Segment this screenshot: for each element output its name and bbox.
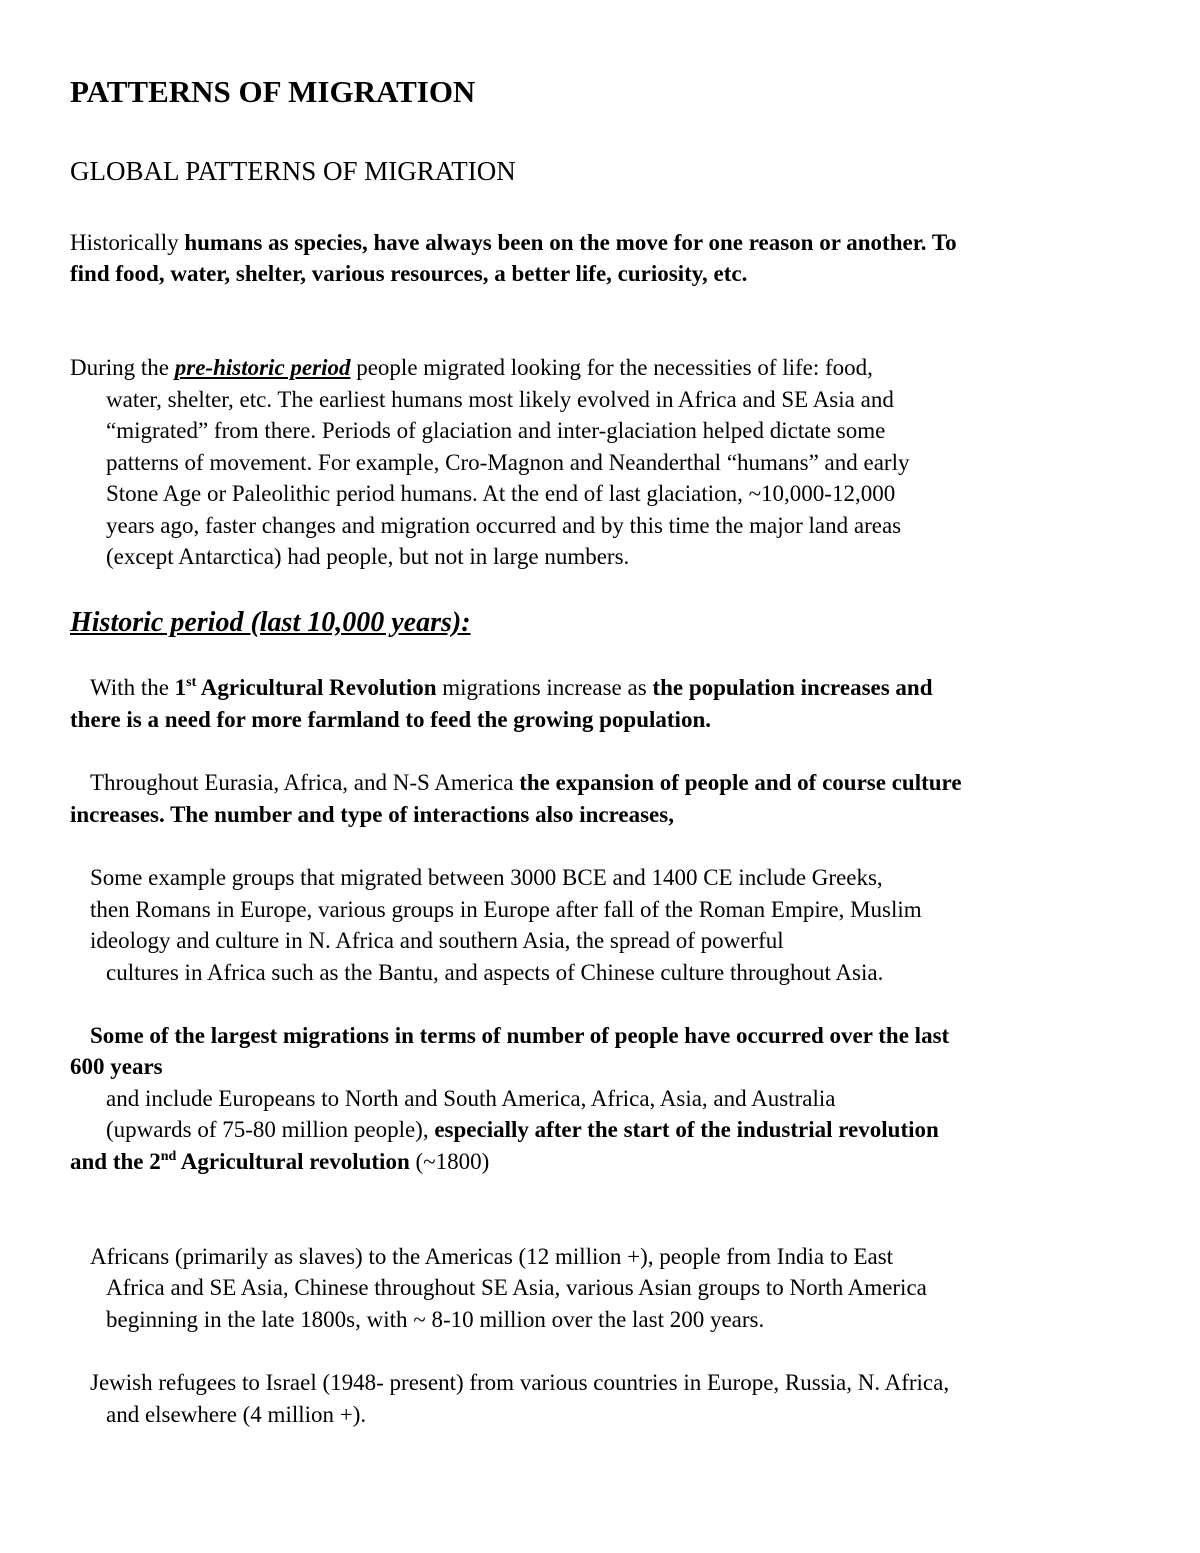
agri-mid: migrations increase as — [436, 675, 653, 700]
prehistoric-line-1 — [70, 352, 873, 383]
groups-line-2: then Romans in Europe, various groups in Europe after fall of the Roman Empire, Muslim — [90, 897, 922, 922]
document-title: PATTERNS OF MIGRATION — [70, 74, 476, 109]
eurasia-line-2 — [70, 799, 674, 830]
agri-line-1 — [90, 672, 933, 703]
africans-line-1: Africans (primarily as slaves) to the Americas (12 million +), people from India to East — [90, 1244, 894, 1269]
agri-ordinal: 1 — [174, 675, 187, 700]
largest-bold-5a: and the 2 — [70, 1149, 161, 1174]
intro-bold-2: find food, water, shelter, various resources, a better life, curiosity, etc. — [70, 261, 748, 286]
eurasia-lead: Throughout Eurasia, Africa, and N-S America — [90, 770, 520, 795]
largest-plain-4: (upwards of 75-80 million people), — [106, 1117, 435, 1142]
groups-line-4: cultures in Africa such as the Bantu, and aspects of Chinese culture throughout Asia. — [106, 960, 884, 985]
agri-bold-end: the population increases and — [652, 675, 933, 700]
intro-line-2 — [70, 258, 747, 289]
groups-line-3: ideology and culture in N. Africa and southern Asia, the spread of powerful — [90, 928, 784, 953]
intro-line-1 — [70, 227, 957, 258]
largest-bold-4: especially after the start of the industrial revolution — [434, 1117, 939, 1142]
prehistoric-term: pre-historic period — [174, 355, 351, 380]
jewish-line-2: and elsewhere (4 million +). — [106, 1402, 367, 1427]
largest-plain-5: (~1800) — [409, 1149, 490, 1174]
eurasia-bold: the expansion of people and of course culture — [519, 770, 962, 795]
prehistoric-line-3: “migrated” from there. Periods of glaciation and inter-glaciation helped dictate some — [106, 418, 886, 443]
groups-line-1: Some example groups that migrated between 3000 BCE and 1400 CE include Greeks, — [90, 865, 883, 890]
largest-line-2 — [70, 1051, 163, 1082]
agri-line-2 — [70, 704, 711, 735]
largest-line-4 — [106, 1114, 939, 1145]
agri-bold-2: there is a need for more farmland to feed the growing population. — [70, 707, 711, 732]
africans-line-2: Africa and SE Asia, Chinese throughout SE Asia, various Asian groups to North America — [106, 1275, 927, 1300]
agri-revolution — [175, 675, 437, 700]
largest-line-5 — [70, 1146, 489, 1177]
eurasia-bold-2: increases. The number and type of interactions also increases, — [70, 802, 674, 827]
prehistoric-line-4: patterns of movement. For example, Cro-Magnon and Neanderthal “humans” and early — [106, 450, 910, 475]
africans-line-3: beginning in the late 1800s, with ~ 8-10 million over the last 200 years. — [106, 1307, 765, 1332]
agri-ordinal-sup: st — [186, 675, 197, 690]
agri-lead: With the — [90, 675, 175, 700]
agri-revolution-text: Agricultural Revolution — [196, 675, 437, 700]
intro-bold: humans as species, have always been on the move for one reason or another. To — [184, 230, 957, 255]
largest-bold-1: Some of the largest migrations in terms of number of people have occurred over the last — [90, 1023, 950, 1048]
jewish-line-1: Jewish refugees to Israel (1948- present) from various countries in Europe, Russia, N. Africa, — [90, 1370, 950, 1395]
largest-bold-2: 600 years — [70, 1054, 163, 1079]
largest-ordinal-sup: nd — [160, 1149, 177, 1164]
prehistoric-line-2: water, shelter, etc. The earliest humans most likely evolved in Africa and SE Asia and — [106, 387, 894, 412]
prehistoric-line-7: (except Antarctica) had people, but not in large numbers. — [106, 544, 630, 569]
prehistoric-line-5: Stone Age or Paleolithic period humans. At the end of last glaciation, ~10,000-12,000 — [106, 481, 896, 506]
prehistoric-rest: people migrated looking for the necessities of life: food, — [350, 355, 873, 380]
largest-bold-5b: Agricultural revolution — [176, 1149, 410, 1174]
eurasia-line-1 — [90, 767, 962, 798]
largest-line-1 — [90, 1020, 949, 1051]
section-heading-global: GLOBAL PATTERNS OF MIGRATION — [70, 156, 516, 186]
historic-period-heading: Historic period (last 10,000 years): — [70, 607, 471, 638]
largest-bold-5 — [70, 1149, 410, 1174]
prehistoric-line-6: years ago, faster changes and migration occurred and by this time the major land areas — [106, 513, 902, 538]
prehistoric-lead: During the — [70, 355, 175, 380]
largest-line-3: and include Europeans to North and South America, Africa, Asia, and Australia — [106, 1086, 836, 1111]
intro-plain: Historically — [70, 230, 185, 255]
